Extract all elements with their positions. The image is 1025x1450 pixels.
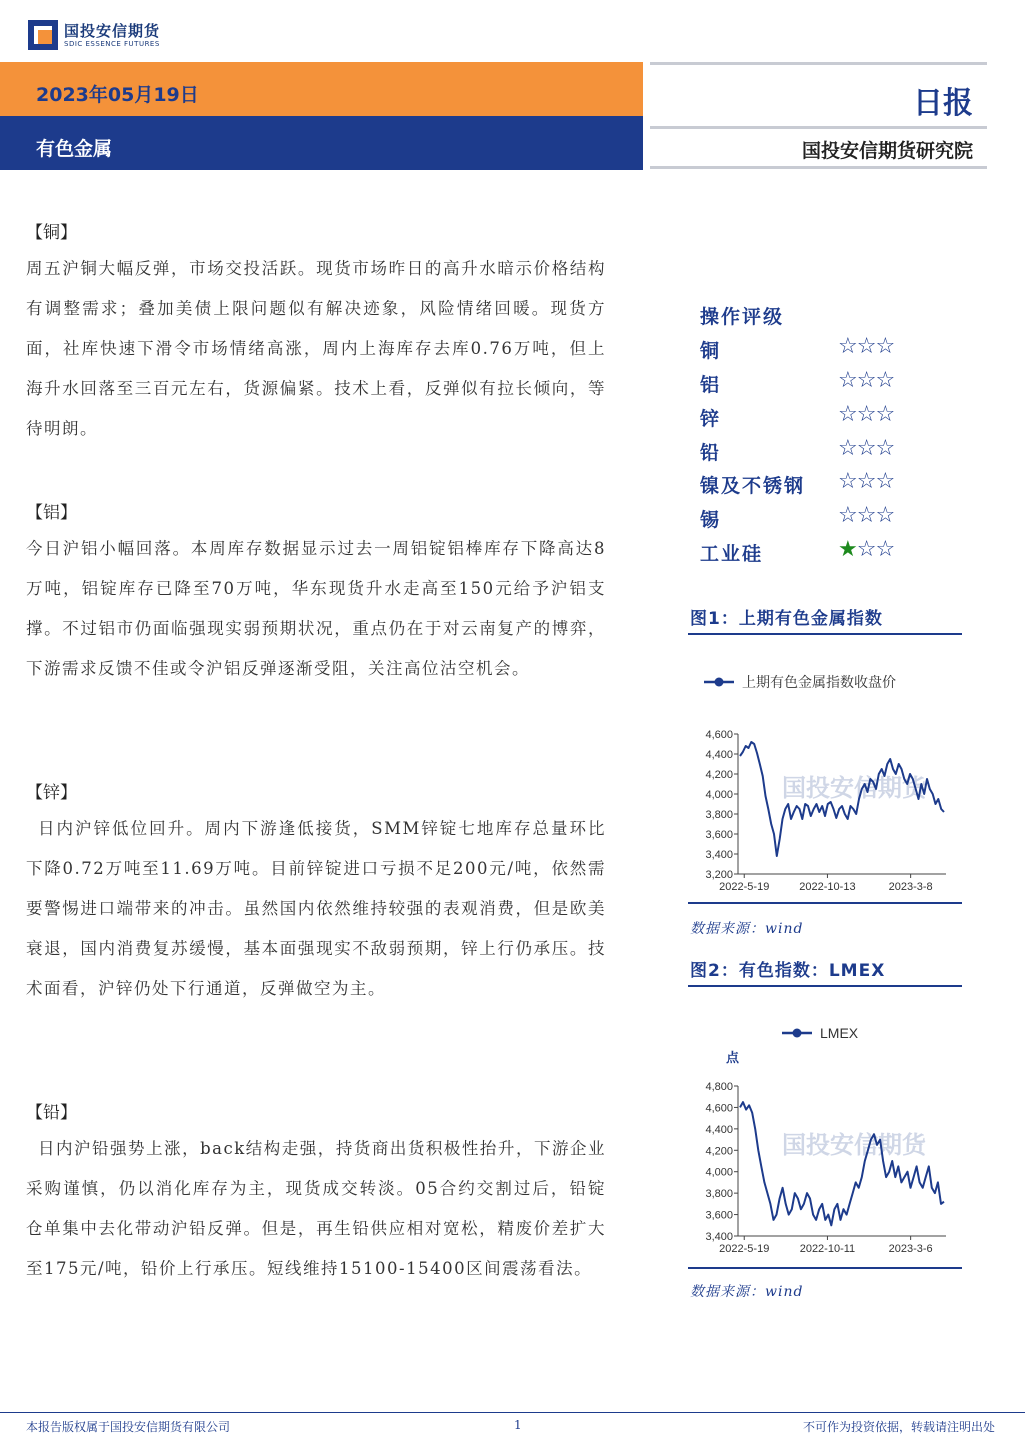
figure-2-source: 数据来源：wind: [690, 1284, 804, 1300]
figure-1-source: 数据来源：wind: [690, 921, 804, 937]
y-tick-label: 4,600: [705, 729, 733, 741]
y-tick-label: 3,200: [705, 869, 733, 881]
legend-label: LMEX: [820, 1025, 859, 1041]
x-tick-label: 2022-5-19: [719, 881, 770, 893]
section-title-aluminum: 【铝】: [26, 503, 77, 523]
y-tick-label: 3,600: [705, 1209, 733, 1222]
rating-stars: ☆☆☆: [838, 334, 895, 359]
empty-stars: ☆☆: [856, 537, 895, 562]
y-tick-label: 4,000: [705, 789, 733, 801]
footer-copyright: 本报告版权属于国投安信期货有限公司: [26, 1420, 231, 1434]
section-title-zinc: 【锌】: [26, 783, 77, 803]
section-text-lead: 日内沪铅强势上涨，back结构走强，持货商出货积极性抬升，下游企业采购谨慎，仍以消化库存为主，现货成交转淡。05合约交割过后，铅锭仓单集中去化带动沪铅反弹。但是，再生铅供应相对宽松，精废价差扩大至175元/吨，铅价上行承压。短线维持15100-15400区间震荡看法。: [26, 1139, 606, 1278]
y-tick-label: 4,800: [705, 1081, 733, 1093]
legend-label: 上期有色金属指数收盘价: [742, 674, 896, 690]
footer-rule: [0, 1412, 1025, 1413]
rating-name: 铝: [700, 374, 722, 396]
figure-2-chart: [688, 1014, 962, 1264]
series-line: [740, 1102, 944, 1225]
figure-1-chart: [688, 660, 962, 900]
rating-stars: ☆☆☆: [838, 503, 895, 528]
rating-stars: [838, 537, 894, 562]
y-tick-label: 4,200: [705, 1145, 733, 1158]
y-tick-label: 3,800: [705, 1188, 733, 1201]
y-tick-label: 4,400: [705, 749, 733, 761]
y-axis-label: 点: [726, 1050, 740, 1065]
divider: [650, 62, 987, 65]
rating-name: 铅: [700, 442, 722, 464]
rating-name: 锡: [700, 509, 722, 531]
watermark: 国投安信期货: [782, 775, 926, 802]
y-tick-label: 4,400: [705, 1123, 733, 1136]
rating-name: 镍及不锈钢: [700, 475, 806, 497]
rating-title: 操作评级: [700, 306, 785, 328]
x-tick-label: 2022-10-13: [799, 881, 856, 893]
rating-stars: ☆☆☆: [838, 368, 895, 393]
x-tick-label: 2023-3-6: [888, 1243, 933, 1255]
institute-name: 国投安信期货研究院: [801, 140, 973, 162]
x-tick-label: 2022-5-19: [719, 1243, 770, 1255]
y-tick-label: 4,200: [705, 769, 733, 781]
report-type: 日报: [913, 86, 973, 121]
section-title-copper: 【铜】: [26, 223, 77, 243]
rating-name: 工业硅: [700, 543, 764, 565]
logo-subtext: SDIC ESSENCE FUTURES: [64, 40, 160, 48]
footer-disclaimer: 不可作为投资依据，转载请注明出处: [802, 1420, 995, 1434]
rating-name: 锌: [700, 408, 722, 430]
rating-name: 铜: [700, 340, 722, 362]
figure-1-rule-bottom: [688, 902, 962, 904]
y-tick-label: 3,800: [705, 809, 733, 821]
company-logo-icon: [28, 20, 58, 50]
section-title-lead: 【铅】: [26, 1103, 77, 1123]
section-text-zinc: 日内沪锌低位回升。周内下游逢低接货，SMM锌锭七地库存总量环比下降0.72万吨至11.69万吨。目前锌锭进口亏损不足200元/吨，依然需要警惕进口端带来的冲击。虽然国内依然维持较强的表观消费，但是欧美衰退，国内消费复苏缓慢，基本面强现实不敌弱预期，锌上行仍承压。技术面看，沪锌仍处下行通道，反弹做空为主。: [26, 819, 606, 998]
rating-stars: ☆☆☆: [838, 402, 895, 427]
filled-star-icon: ★: [838, 537, 857, 562]
watermark: 国投安信期货: [782, 1132, 926, 1159]
figure-1-title: 图1：上期有色金属指数: [690, 609, 883, 629]
report-date: 2023年05月19日: [36, 84, 199, 106]
rating-stars: ☆☆☆: [838, 469, 895, 494]
figure-2-title: 图2：有色指数：LMEX: [690, 961, 886, 981]
logo-text: 国投安信期货: [64, 22, 161, 40]
figure-2-rule-bottom: [688, 1267, 962, 1269]
section-text-aluminum: 今日沪铝小幅回落。本周库存数据显示过去一周铝锭铝棒库存下降高达8万吨，铝锭库存已降至70万吨，华东现货升水走高至150元给予沪铝支撑。不过铝市仍面临强现实弱预期状况，重点仍在于对云南复产的博弈，下游需求反馈不佳或令沪铝反弹逐渐受阻，关注高位沽空机会。: [26, 539, 606, 678]
divider: [650, 166, 987, 169]
y-tick-label: 3,600: [705, 829, 733, 841]
legend-marker: [715, 678, 724, 687]
figure-1-rule: [688, 633, 962, 635]
y-tick-label: 3,400: [705, 1231, 733, 1243]
section-text-copper: 周五沪铜大幅反弹，市场交投活跃。现货市场昨日的高升水暗示价格结构有调整需求；叠加美债上限问题似有解决迹象，风险情绪回暖。现货方面，社库快速下滑令市场情绪高涨，周内上海库存去库0.76万吨，但上海升水回落至三百元左右，货源偏紧。技术上看，反弹似有拉长倾向，等待明朗。: [26, 259, 606, 438]
divider: [650, 126, 987, 129]
x-tick-label: 2023-3-8: [888, 881, 933, 893]
report-sector: 有色金属: [36, 138, 113, 160]
y-tick-label: 4,000: [705, 1166, 733, 1179]
y-tick-label: 3,400: [705, 849, 733, 861]
y-tick-label: 4,600: [705, 1102, 733, 1115]
figure-2-rule: [688, 985, 962, 987]
page-number: 1: [514, 1418, 522, 1432]
legend-marker: [793, 1029, 802, 1038]
rating-stars: ☆☆☆: [838, 436, 895, 461]
x-tick-label: 2022-10-11: [799, 1243, 856, 1255]
